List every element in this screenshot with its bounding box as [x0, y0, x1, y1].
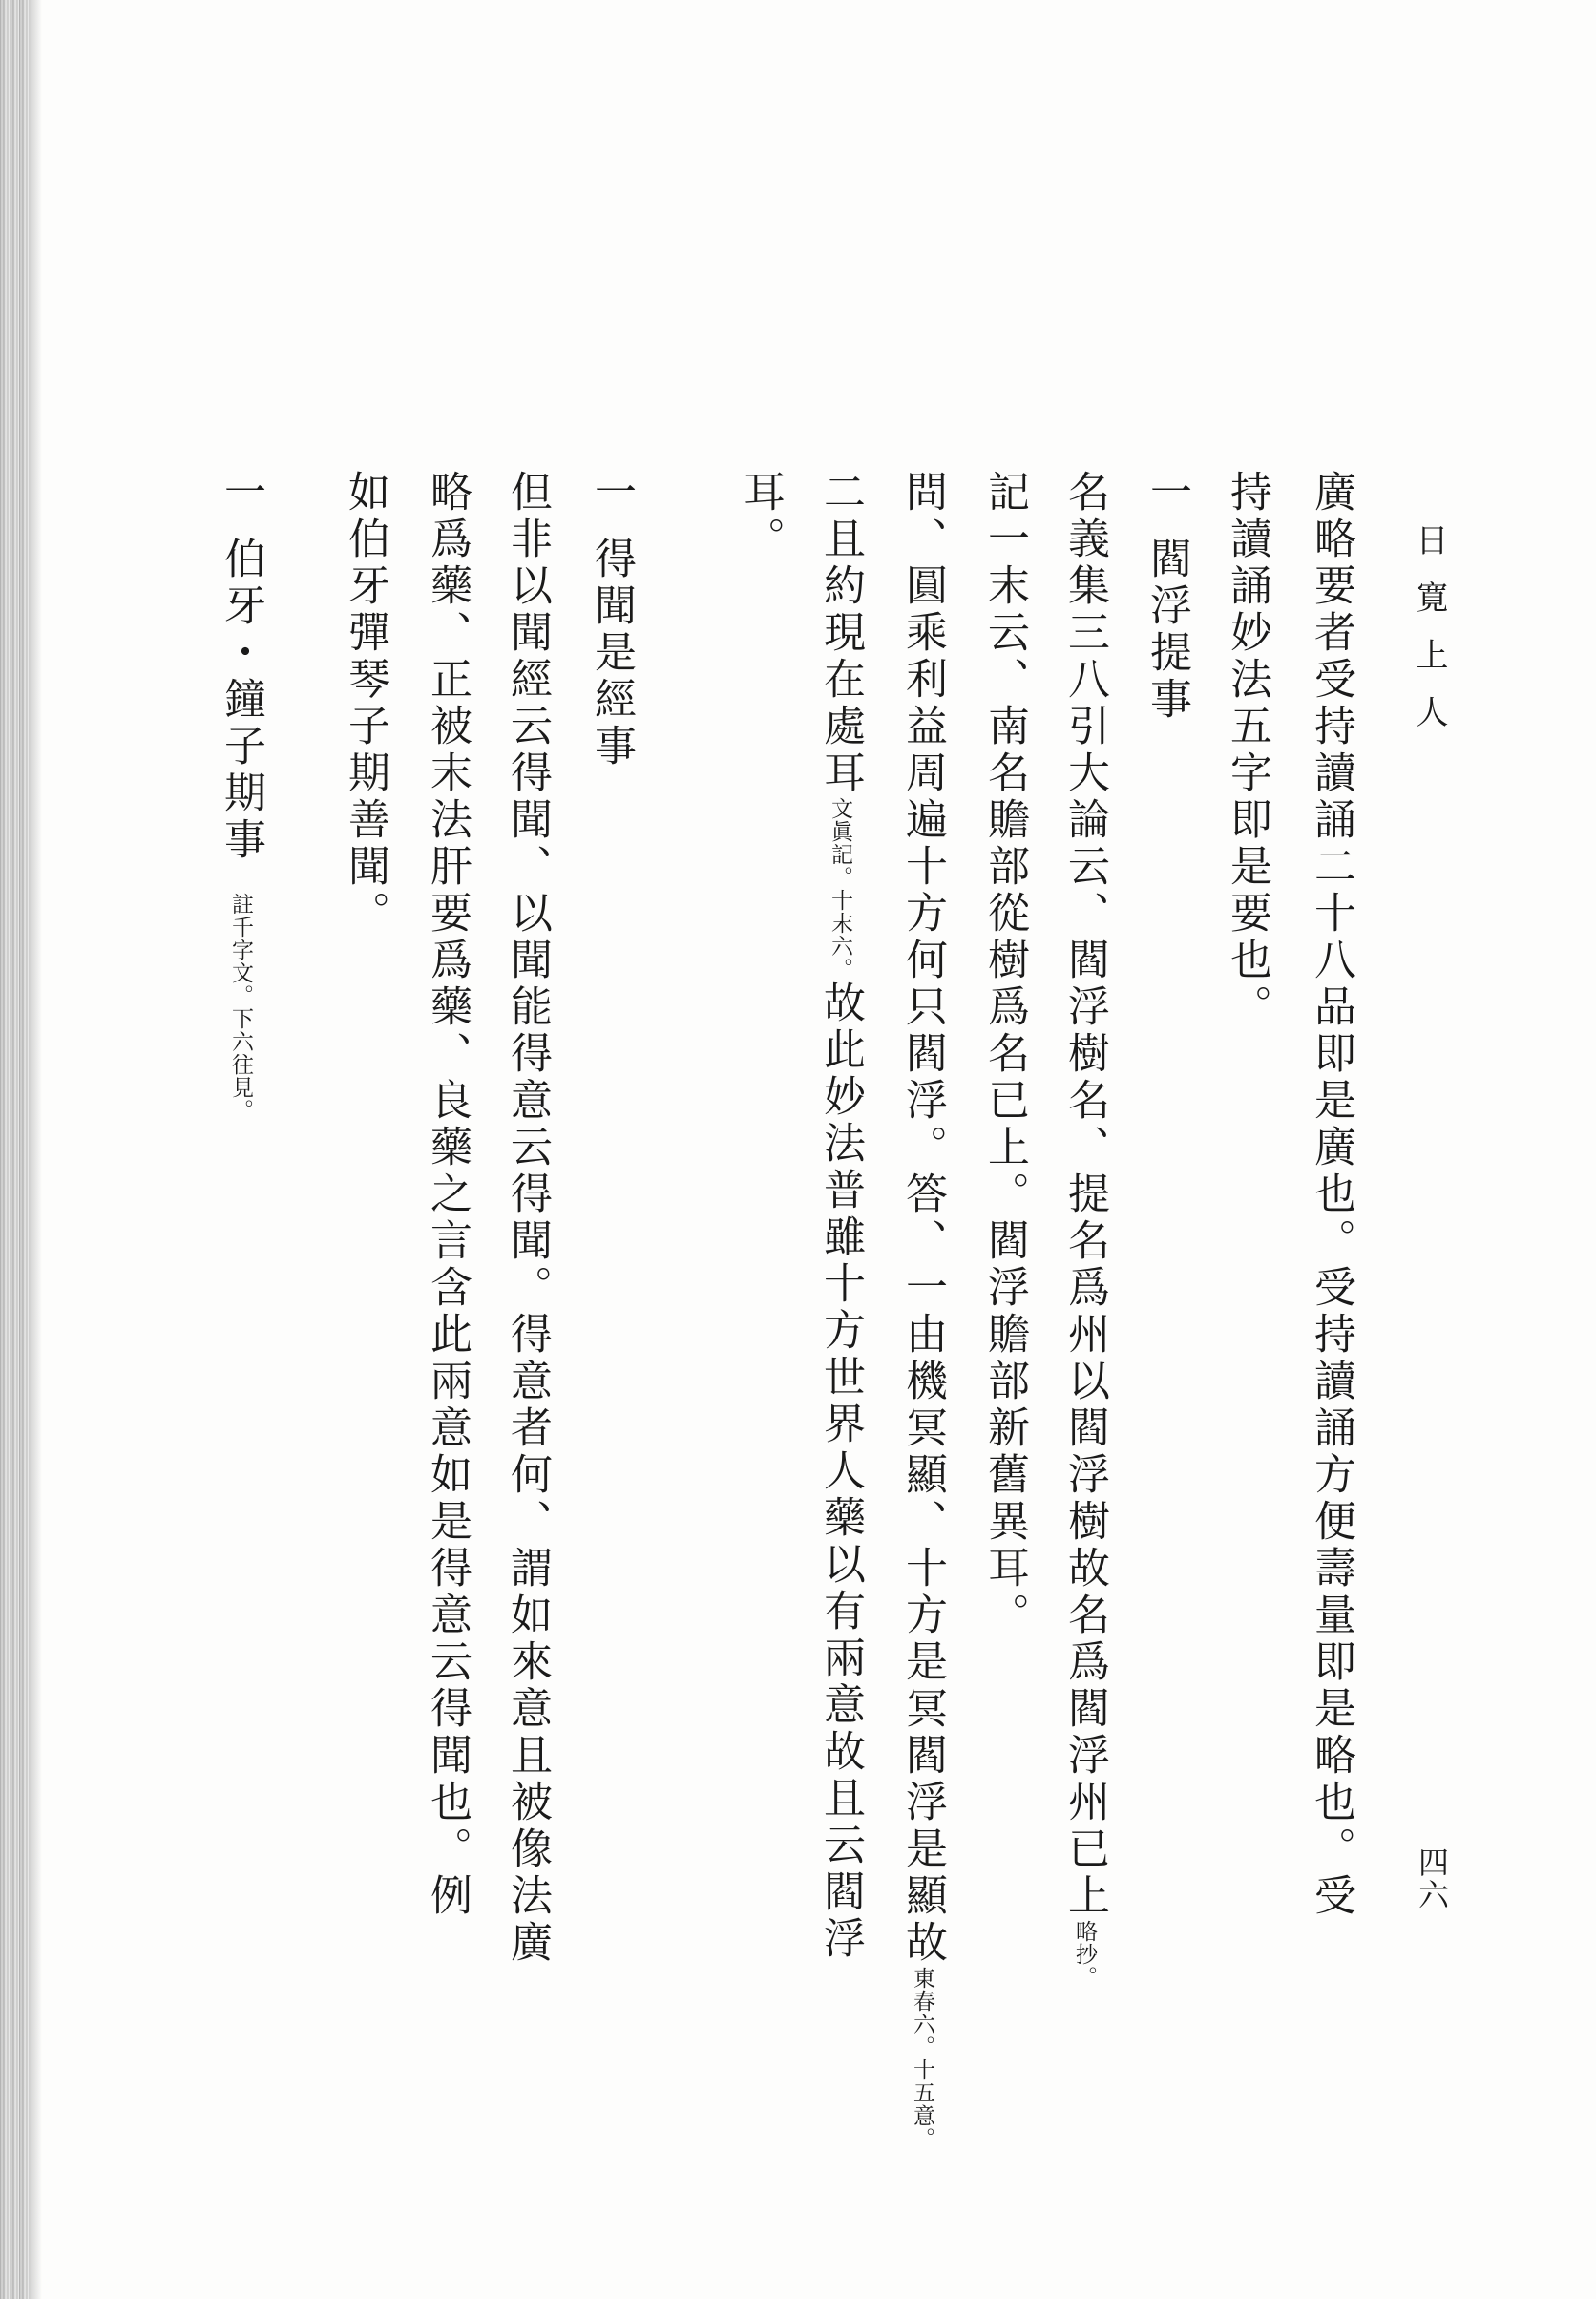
- item-marker: 一: [587, 470, 636, 517]
- text-column-11: [423, 470, 472, 2188]
- text-column-2: [1223, 470, 1271, 2188]
- heading-text: 閻浮提事: [1143, 537, 1191, 724]
- item-marker: 一: [1143, 470, 1191, 517]
- column-text: 但非以聞經云得聞、以聞能得意云得聞。得意者何、謂如來意且被像法廣: [503, 470, 552, 1967]
- inline-note: 文眞記。十末六。: [828, 797, 852, 981]
- column-text: 如伯牙彈琴子期善聞。: [341, 470, 389, 938]
- inline-note: 略抄。: [1072, 1920, 1097, 1989]
- heading-jambudvipa-title: [1143, 537, 1191, 2255]
- page-number: 四六: [1414, 1846, 1450, 1911]
- running-title: 日寛上人: [1410, 523, 1448, 752]
- column-text: 略爲藥、正被末法肝要爲藥、良藥之言含此兩意如是得意云得聞也。例: [423, 470, 472, 1920]
- text-column-4: [1060, 470, 1109, 2188]
- column-text-continued: 故此妙法普雖十方世界人藥以有兩意故且云閻浮: [816, 981, 865, 1963]
- column-text: 持讀誦妙法五字即是要也。: [1223, 470, 1271, 1031]
- item-marker: 一: [217, 470, 265, 517]
- text-column-12: [341, 470, 389, 2188]
- column-text: 二且約現在處耳: [816, 470, 865, 797]
- text-column-10: [503, 470, 552, 2188]
- heading-hakuga-title: [217, 537, 265, 2255]
- heading-text: 伯牙・鐘子期事: [217, 537, 265, 864]
- binding-edge: [0, 0, 29, 2299]
- column-text: 耳。: [736, 470, 785, 563]
- text-column-7: [816, 470, 865, 2188]
- text-column-8: [736, 470, 785, 2188]
- inline-note: 東春六。十五意。: [910, 1967, 934, 2150]
- inline-note: 註千字文。下六往見。: [228, 893, 253, 1122]
- heading-tokumon-title: [587, 537, 636, 2255]
- column-text: 廣略要者受持讀誦二十八品即是廣也。受持讀誦方便壽量即是略也。受: [1307, 470, 1355, 1920]
- column-text: 名義集三八引大論云、閻浮樹名、提名爲州以閻浮樹故名爲閻浮州已上: [1060, 470, 1109, 1920]
- text-column-1: [1307, 470, 1355, 2188]
- column-text: 問、圓乘利益周遍十方何只閻浮。答、一由機冥顯、十方是冥閻浮是顯故: [898, 470, 947, 1967]
- text-column-6: [898, 470, 947, 2188]
- heading-text: 得聞是經事: [587, 537, 636, 770]
- text-column-5: [980, 470, 1029, 2188]
- binding-shadow: [29, 0, 42, 2299]
- column-text: 記一末云、南名贍部從樹爲名已上。閻浮贍部新舊異耳。: [980, 470, 1029, 1639]
